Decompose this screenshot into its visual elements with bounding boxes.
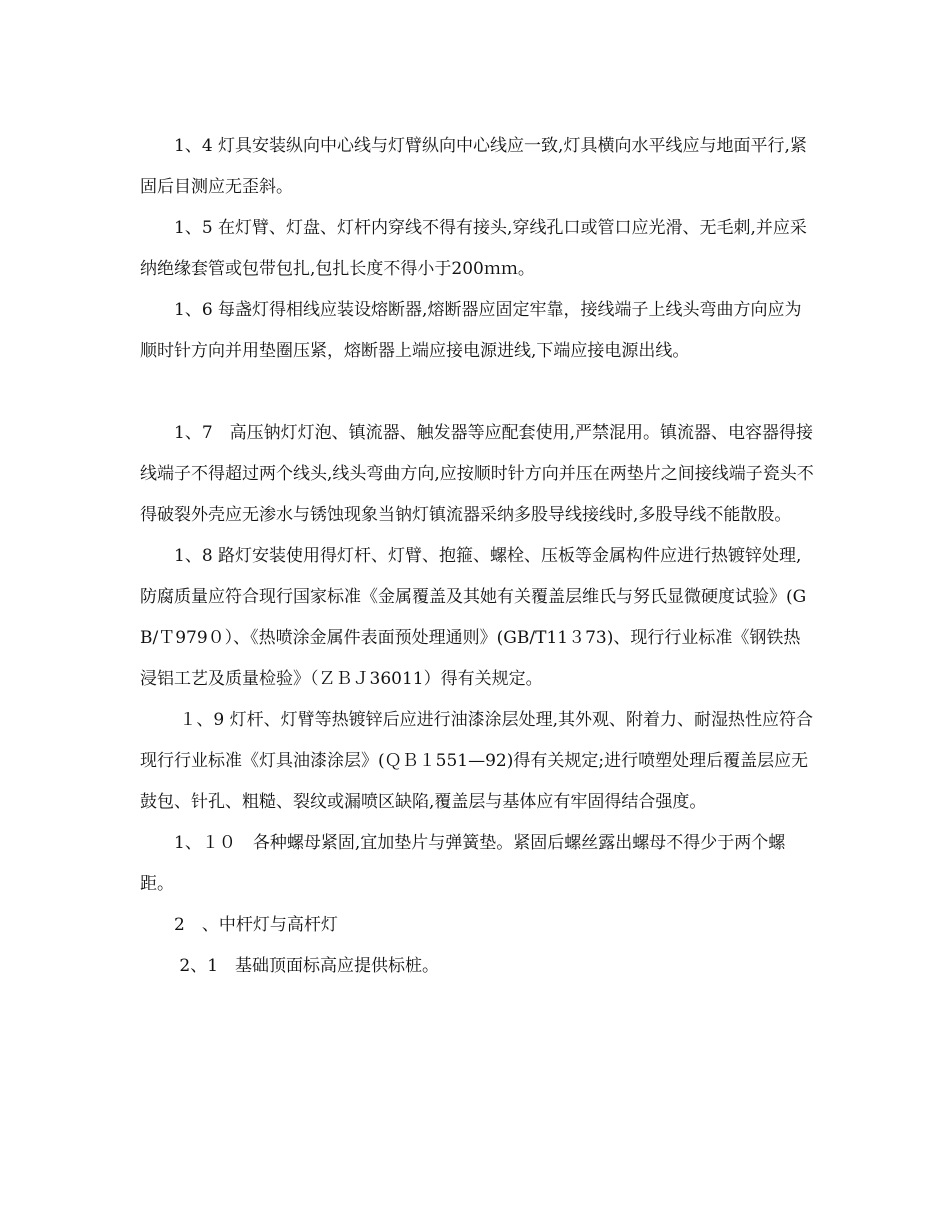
- paragraph-1-9: １、9 灯杆、灯臂等热镀锌后应进行油漆涂层处理,其外观、附着力、耐湿热性应符合现行行业标准《灯具油漆涂层》(ＱＢ１551—92)得有关规定;进行喷塑处理后覆盖层应无鼓包、针孔、粗糙、裂纹或漏喷区缺陷,覆盖层与基体应有牢固得结合强度。: [140, 710, 814, 812]
- paragraph-1-6: 1、6 每盏灯得相线应装设熔断器,熔断器应固定牢靠，接线端子上线头弯曲方向应为顺时针方向并用垫圈压紧，熔断器上端应接电源进线,下端应接电源出线。: [140, 300, 802, 361]
- paragraph-1-5: 1、5 在灯臂、灯盘、灯杆内穿线不得有接头,穿线孔口或管口应光滑、无毛刺,并应采纳绝缘套管或包带包扎,包扎长度不得小于200ｍｍ。: [140, 218, 807, 279]
- document-body: [140, 126, 815, 987]
- section-heading-2: 2 、中杆灯与高杆灯: [174, 915, 338, 935]
- paragraph-1-8: 1、8 路灯安装使用得灯杆、灯臂、抱箍、螺栓、压板等金属构件应进行热镀锌处理,防腐质量应符合现行国家标准《金属覆盖及其她有关覆盖层维氏与努氏显微硬度试验》(GB/Ｔ979０）、《热喷涂金属件表面预处理通则》(GB/T11３73)、现行行业标准《钢铁热浸铝工艺及质量检验》（ＺＢＪ36011）得有关规定。: [140, 546, 807, 689]
- paragraph-1-4: 1、4 灯具安装纵向中心线与灯臂纵向中心线应一致,灯具横向水平线应与地面平行,紧固后目测应无歪斜。: [140, 136, 807, 197]
- paragraph-1-10: 1、１０ 各种螺母紧固,宜加垫片与弹簧垫。紧固后螺丝露出螺母不得少于两个螺距。: [140, 833, 786, 894]
- paragraph-1-7: 1、7 高压钠灯灯泡、镇流器、触发器等应配套使用,严禁混用。镇流器、电容器得接线端子不得超过两个线头,线头弯曲方向,应按顺时针方向并压在两垫片之间接线端子瓷头不得破裂外壳应无渗水与锈蚀现象当钠灯镇流器采纳多股导线接线时,多股导线不能散股。: [140, 423, 814, 525]
- paragraph-2-1: 2、1 基础顶面标高应提供标桩。: [174, 956, 440, 976]
- blank-line: [140, 372, 815, 413]
